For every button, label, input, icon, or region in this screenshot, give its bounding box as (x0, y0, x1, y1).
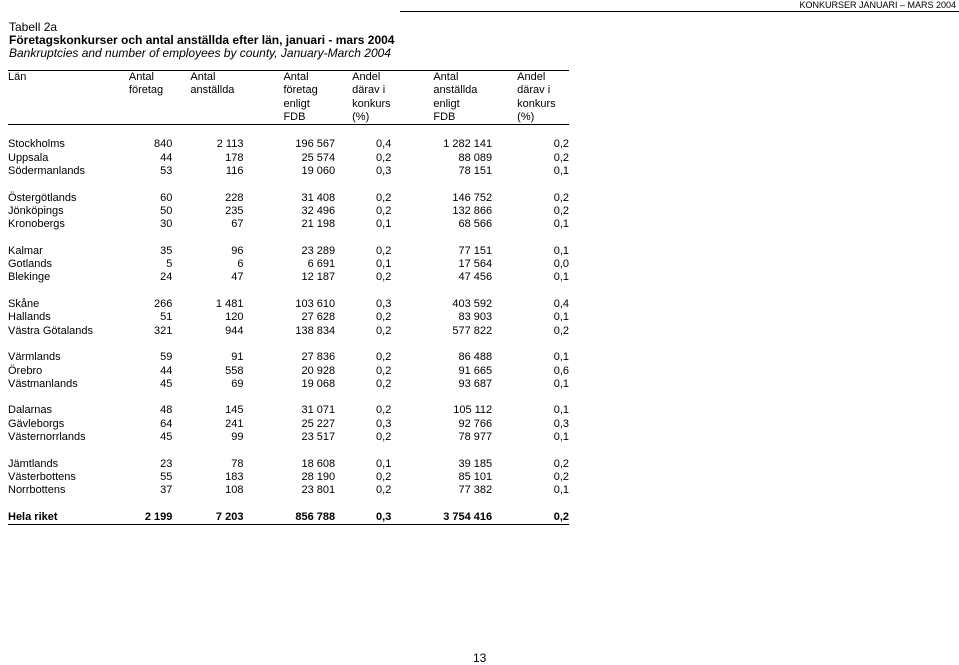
group-spacer (8, 178, 569, 191)
column-header-andel-foretag: konkurs (352, 97, 391, 110)
cell-andel-foretag: 0,2 (376, 151, 392, 164)
cell-foretag-fdb: 32 496 (301, 204, 336, 217)
cell-anstallda-fdb: 577 822 (452, 324, 493, 337)
cell-andel-anstallda: 0,3 (553, 417, 569, 430)
cell-foretag-fdb: 23 517 (301, 431, 336, 444)
cell-andel-anstallda: 0,1 (553, 377, 569, 390)
cell-anstallda-fdb: 88 089 (458, 151, 493, 164)
cell-antal-foretag: 60 (160, 191, 173, 204)
cell-anstallda-fdb: 78 977 (458, 431, 493, 444)
cell-anstallda-fdb: 1 282 141 (443, 138, 493, 151)
cell-county-name: Jämtlands (8, 457, 59, 470)
cell-antal-anstallda: 558 (225, 364, 244, 377)
cell-andel-anstallda: 0,1 (553, 165, 569, 178)
cell-antal-anstallda: 6 (237, 258, 244, 271)
table-title-english: Bankruptcies and number of employees by county, January-March 2004 (9, 46, 391, 60)
cell-antal-anstallda: 183 (225, 470, 244, 483)
table-row (8, 325, 569, 338)
cell-anstallda-fdb: 86 488 (458, 351, 493, 364)
column-header-antal-foretag: företag (128, 84, 164, 97)
cell-anstallda-fdb: 78 151 (458, 165, 493, 178)
cell-anstallda-fdb: 47 456 (458, 271, 493, 284)
table-title-block (9, 21, 394, 60)
cell-andel-foretag: 0,3 (376, 165, 392, 178)
cell-andel-foretag: 0,2 (376, 404, 392, 417)
table-row (8, 378, 569, 391)
cell-foretag-fdb: 196 567 (295, 138, 336, 151)
cell-antal-anstallda: 120 (225, 311, 244, 324)
cell-andel-foretag: 0,2 (376, 470, 392, 483)
table-row (8, 365, 569, 378)
column-header-foretag-fdb: FDB (243, 111, 335, 125)
table-row (8, 205, 569, 218)
table-title-swedish: Företagskonkurser och antal anställda efter län, januari - mars 2004 (9, 33, 395, 47)
column-header-andel-foretag: Andel (335, 71, 391, 85)
cell-andel-foretag: 0,1 (376, 218, 392, 231)
table-row (8, 431, 569, 444)
cell-foretag-fdb: 23 289 (301, 244, 336, 257)
cell-anstallda-fdb: 83 903 (458, 311, 493, 324)
cell-andel-foretag: 0,1 (376, 457, 392, 470)
cell-antal-anstallda: 7 203 (172, 511, 243, 525)
cell-anstallda-fdb: 92 766 (458, 417, 493, 430)
cell-county-name: Gotlands (8, 258, 53, 271)
column-header-anstallda-fdb: Antal (391, 71, 492, 85)
cell-andel-foretag: 0,1 (376, 258, 392, 271)
cell-county-name: Västra Götalands (8, 324, 93, 337)
column-header-anstallda-fdb: FDB (391, 111, 492, 125)
cell-foretag-fdb: 31 071 (301, 404, 336, 417)
table-body (8, 125, 569, 525)
cell-antal-foretag: 44 (160, 364, 173, 377)
total-row (8, 511, 569, 525)
cell-anstallda-fdb: 146 752 (452, 191, 493, 204)
cell-antal-foretag: 59 (160, 351, 173, 364)
cell-andel-anstallda: 0,2 (553, 151, 569, 164)
cell-andel-foretag: 0,2 (376, 311, 392, 324)
table-row (8, 351, 569, 364)
cell-andel-anstallda: 0,1 (553, 271, 569, 284)
cell-antal-anstallda: 944 (225, 324, 244, 337)
cell-county-name: Värmlands (8, 351, 61, 364)
cell-antal-foretag: 51 (160, 311, 173, 324)
cell-antal-foretag: 45 (160, 377, 173, 390)
cell-andel-foretag: 0,3 (335, 511, 391, 525)
table-row (8, 245, 569, 258)
cell-foretag-fdb: 25 227 (301, 417, 336, 430)
column-header-andel-anstallda: Andel (492, 71, 569, 85)
group-spacer (8, 232, 569, 245)
cell-county-name: Västerbottens (8, 470, 76, 483)
cell-county-name: Norrbottens (8, 484, 66, 497)
table-row (8, 404, 569, 417)
cell-antal-foretag: 55 (160, 470, 173, 483)
cell-antal-foretag: 24 (160, 271, 173, 284)
cell-antal-anstallda: 47 (231, 271, 244, 284)
cell-county-name: Västmanlands (8, 377, 78, 390)
cell-county-name: Uppsala (8, 151, 49, 164)
cell-anstallda-fdb: 132 866 (452, 204, 493, 217)
cell-andel-anstallda: 0,2 (553, 457, 569, 470)
cell-antal-anstallda: 178 (225, 151, 244, 164)
cell-andel-foretag: 0,2 (376, 431, 392, 444)
cell-county-name: Stockholms (8, 138, 65, 151)
cell-anstallda-fdb: 77 382 (458, 484, 493, 497)
cell-anstallda-fdb: 403 592 (452, 298, 493, 311)
cell-antal-anstallda: 91 (231, 351, 244, 364)
cell-county-name: Kronobergs (8, 218, 65, 231)
cell-county-name: Hela riket (8, 511, 95, 525)
cell-andel-anstallda: 0,2 (553, 324, 569, 337)
cell-anstallda-fdb: 85 101 (458, 470, 493, 483)
table-row (8, 311, 569, 324)
cell-foretag-fdb: 856 788 (243, 511, 335, 525)
group-spacer (8, 444, 569, 457)
column-header-antal-foretag: Antal (95, 71, 172, 85)
cell-antal-foretag: 53 (160, 165, 173, 178)
column-header-andel-foretag: (%) (335, 111, 391, 125)
cell-antal-foretag: 35 (160, 244, 173, 257)
cell-antal-anstallda: 235 (225, 204, 244, 217)
cell-andel-anstallda: 0,2 (553, 470, 569, 483)
page-number: 13 (473, 651, 487, 665)
cell-andel-anstallda: 0,1 (553, 218, 569, 231)
cell-antal-foretag: 64 (160, 417, 173, 430)
cell-foretag-fdb: 25 574 (301, 151, 336, 164)
cell-antal-foretag: 50 (160, 204, 173, 217)
column-header-anstallda-fdb: anställda (433, 84, 478, 97)
table-row (8, 271, 569, 284)
cell-andel-anstallda: 0,2 (553, 204, 569, 217)
cell-county-name: Västernorrlands (8, 431, 86, 444)
table-row (8, 458, 569, 471)
cell-andel-foretag: 0,2 (376, 364, 392, 377)
cell-foretag-fdb: 27 836 (301, 351, 336, 364)
cell-anstallda-fdb: 39 185 (458, 457, 493, 470)
cell-foretag-fdb: 138 834 (295, 324, 336, 337)
group-spacer (8, 125, 569, 139)
cell-foretag-fdb: 6 691 (307, 258, 336, 271)
cell-antal-foretag: 266 (154, 298, 173, 311)
cell-antal-foretag: 23 (160, 457, 173, 470)
cell-county-name: Östergötlands (8, 191, 77, 204)
column-header-andel-foretag: därav i (352, 84, 386, 97)
cell-antal-foretag: 45 (160, 431, 173, 444)
cell-anstallda-fdb: 105 112 (453, 404, 493, 417)
cell-andel-anstallda: 0,0 (553, 258, 569, 271)
cell-county-name: Hallands (8, 311, 51, 324)
cell-andel-anstallda: 0,1 (553, 244, 569, 257)
cell-county-name: Dalarnas (8, 404, 53, 417)
column-header-andel-anstallda: därav i (517, 84, 551, 97)
cell-county-name: Södermanlands (8, 165, 86, 178)
cell-andel-anstallda: 0,2 (553, 191, 569, 204)
cell-antal-foretag: 37 (160, 484, 173, 497)
table-row (8, 218, 569, 231)
table-row (8, 152, 569, 165)
cell-andel-anstallda: 0,2 (553, 138, 569, 151)
cell-antal-foretag: 44 (160, 151, 173, 164)
cell-anstallda-fdb: 77 151 (458, 244, 493, 257)
cell-foretag-fdb: 12 187 (301, 271, 336, 284)
cell-county-name: Jönköpings (8, 204, 64, 217)
cell-anstallda-fdb: 17 564 (458, 258, 493, 271)
group-spacer (8, 498, 569, 511)
cell-antal-anstallda: 108 (225, 484, 244, 497)
cell-antal-foretag: 840 (154, 138, 173, 151)
cell-foretag-fdb: 103 610 (295, 298, 336, 311)
table-row (8, 418, 569, 431)
cell-andel-foretag: 0,2 (376, 191, 392, 204)
cell-antal-foretag: 321 (154, 324, 173, 337)
table-row (8, 298, 569, 311)
cell-foretag-fdb: 19 068 (301, 377, 336, 390)
table-label: Tabell 2a (9, 20, 58, 34)
cell-andel-foretag: 0,2 (376, 377, 392, 390)
column-header-foretag-fdb: enligt (283, 97, 310, 110)
cell-andel-foretag: 0,2 (376, 324, 392, 337)
cell-county-name: Gävleborgs (8, 417, 65, 430)
cell-antal-foretag: 48 (160, 404, 173, 417)
column-header-foretag-fdb: Antal (243, 71, 335, 85)
cell-antal-anstallda: 145 (225, 404, 244, 417)
cell-antal-anstallda: 99 (231, 431, 244, 444)
cell-county-name: Örebro (8, 364, 43, 377)
table-row (8, 258, 569, 271)
cell-foretag-fdb: 31 408 (301, 191, 336, 204)
cell-county-name: Kalmar (8, 244, 43, 257)
cell-andel-anstallda: 0,6 (553, 364, 569, 377)
column-header-anstallda-fdb: enligt (433, 97, 460, 110)
cell-antal-foretag: 2 199 (95, 511, 172, 525)
column-header-andel-anstallda: (%) (492, 111, 569, 125)
cell-antal-anstallda: 116 (225, 165, 244, 178)
cell-foretag-fdb: 18 608 (301, 457, 336, 470)
cell-antal-anstallda: 2 113 (216, 138, 244, 151)
table-row (8, 138, 569, 151)
cell-andel-anstallda: 0,1 (553, 404, 569, 417)
cell-andel-foretag: 0,2 (376, 351, 392, 364)
cell-andel-anstallda: 0,1 (553, 311, 569, 324)
cell-andel-foretag: 0,2 (376, 271, 392, 284)
cell-andel-foretag: 0,2 (376, 204, 392, 217)
cell-county-name: Blekinge (8, 271, 51, 284)
table-header (8, 71, 569, 125)
cell-antal-anstallda: 67 (231, 218, 244, 231)
cell-andel-foretag: 0,4 (376, 138, 392, 151)
column-header-lan: Län (8, 71, 95, 85)
group-spacer (8, 338, 569, 351)
cell-andel-anstallda: 0,1 (553, 351, 569, 364)
cell-andel-foretag: 0,3 (376, 417, 392, 430)
cell-antal-anstallda: 1 481 (215, 298, 244, 311)
cell-anstallda-fdb: 93 687 (458, 377, 493, 390)
cell-antal-anstallda: 78 (231, 457, 244, 470)
cell-antal-anstallda: 228 (225, 191, 244, 204)
cell-andel-foretag: 0,3 (376, 298, 392, 311)
cell-antal-anstallda: 69 (231, 377, 244, 390)
bankruptcy-table (8, 70, 569, 525)
table-row (8, 192, 569, 205)
cell-andel-foretag: 0,2 (376, 484, 392, 497)
table-row (8, 165, 569, 178)
cell-foretag-fdb: 20 928 (301, 364, 336, 377)
cell-antal-foretag: 5 (166, 258, 173, 271)
running-header: KONKURSER JANUARI – MARS 2004 (400, 0, 959, 12)
cell-andel-anstallda: 0,1 (553, 484, 569, 497)
cell-andel-anstallda: 0,1 (553, 431, 569, 444)
cell-foretag-fdb: 21 198 (301, 218, 336, 231)
cell-county-name: Skåne (8, 298, 40, 311)
cell-foretag-fdb: 28 190 (301, 470, 336, 483)
column-header-antal-anstallda: Antal (172, 71, 243, 85)
cell-foretag-fdb: 19 060 (301, 165, 336, 178)
cell-anstallda-fdb: 68 566 (458, 218, 493, 231)
cell-foretag-fdb: 27 628 (301, 311, 336, 324)
cell-foretag-fdb: 23 801 (301, 484, 336, 497)
group-spacer (8, 285, 569, 298)
column-header-antal-anstallda: anställda (190, 84, 235, 97)
table-row (8, 471, 569, 484)
cell-antal-anstallda: 241 (225, 417, 244, 430)
table-row (8, 484, 569, 497)
cell-anstallda-fdb: 91 665 (458, 364, 493, 377)
cell-anstallda-fdb: 3 754 416 (391, 511, 492, 525)
cell-andel-anstallda: 0,4 (553, 298, 569, 311)
column-header-andel-anstallda: konkurs (517, 97, 556, 110)
cell-andel-anstallda: 0,2 (492, 511, 569, 525)
cell-antal-foretag: 30 (160, 218, 173, 231)
cell-andel-foretag: 0,2 (376, 244, 392, 257)
group-spacer (8, 391, 569, 404)
cell-antal-anstallda: 96 (231, 244, 244, 257)
column-header-foretag-fdb: företag (283, 84, 318, 97)
